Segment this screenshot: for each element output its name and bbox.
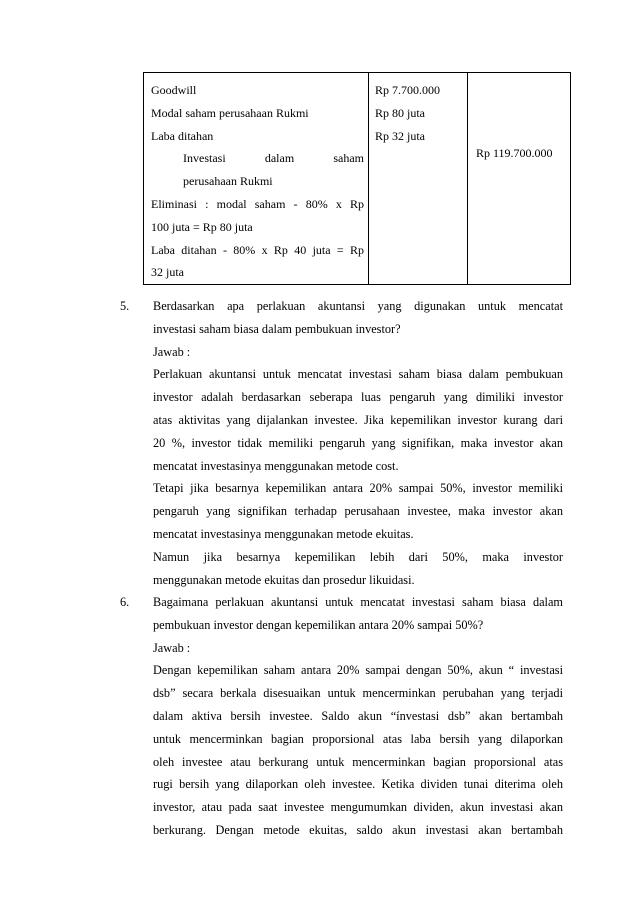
paragraph-line: berkurang. Dengan metode ekuitas, saldo akun investasi akan bertambah <box>153 822 563 837</box>
list-item-number: 5. <box>120 299 130 313</box>
paragraph-line: Dengan kepemilikan saham antara 20% sampai dengan 50%, akun “ investasi <box>153 663 563 678</box>
paragraph-line: investor adalah berdasarkan seberapa luas pengaruh yang dimiliki investor <box>153 390 563 405</box>
paragraph-line: pengaruh yang signifikan terhadap perusahaan investee, maka investor akan <box>153 504 563 519</box>
paragraph-line: mencatat investasinya menggunakan metode ekuitas. <box>153 526 414 541</box>
table-line: perusahaan Rukmi <box>183 174 273 189</box>
paragraph-line: untuk mencerminkan bagian proporsional atas laba bersih yang dilaporkan <box>153 731 563 746</box>
table-cell-debit <box>369 73 468 285</box>
table-line: 100 juta = Rp 80 juta <box>151 219 253 234</box>
paragraph-line: rugi bersih yang dilaporkan oleh investee. Ketika dividen tunai diterima oleh <box>153 777 563 792</box>
debit-value: Rp 80 juta <box>375 105 425 120</box>
journal-table <box>143 72 571 285</box>
table-line: Laba ditahan <box>151 128 214 143</box>
paragraph-line: mencatat investasinya menggunakan metode cost. <box>153 458 399 473</box>
paragraph-line: investasi saham biasa dalam pembukuan investor? <box>153 321 401 336</box>
paragraph-line: Namun jika besarnya kepemilikan lebih dari 50%, maka investor <box>153 549 563 564</box>
table-line: Investasi dalam saham <box>183 151 364 166</box>
table-cell-credit <box>468 73 571 285</box>
table-row <box>144 73 571 285</box>
credit-value: Rp 119.700.000 <box>476 146 553 160</box>
paragraph-line: Berdasarkan apa perlakuan akuntansi yang digunakan untuk mencatat <box>153 299 563 313</box>
paragraph-line: Jawab : <box>153 344 191 359</box>
paragraph-line: oleh investee atau berkurang untuk mencerminkan bagian proporsional atas <box>153 754 563 769</box>
list-item-number: 6. <box>120 595 130 609</box>
paragraph-line: dsb” secara berkala disesuaikan untuk mencerminkan perubahan yang terjadi <box>153 686 563 701</box>
paragraph-line: investor, atau pada saat investee mengumumkan dividen, akun investasi akan <box>153 800 563 815</box>
table-line: Laba ditahan - 80% x Rp 40 juta = Rp <box>151 242 364 257</box>
table-line: Modal saham perusahaan Rukmi <box>151 105 309 120</box>
paragraph-line: pembukuan investor dengan kepemilikan antara 20% sampai 50%? <box>153 617 484 632</box>
paragraph-line: menggunakan metode ekuitas dan prosedur likuidasi. <box>153 572 415 587</box>
table-line: Goodwill <box>151 83 197 97</box>
paragraph-line: dalam aktiva bersih investee. Saldo akun “ínvestasi dsb” akan bertambah <box>153 708 563 723</box>
table-line: Eliminasi : modal saham - 80% x Rp <box>151 196 364 211</box>
debit-value: Rp 32 juta <box>375 128 425 143</box>
paragraph-line: Bagaimana perlakuan akuntansi untuk mencatat investasi saham biasa dalam <box>153 595 563 609</box>
paragraph-line: 20 %, investor tidak memiliki pengaruh yang signifikan, maka investor akan <box>153 435 563 450</box>
table-line: 32 juta <box>151 265 184 280</box>
paragraph-line: atas aktivitas yang dijalankan investee. Jika kepemilikan investor kurang dari <box>153 412 563 427</box>
debit-value: Rp 7.700.000 <box>375 83 441 97</box>
paragraph-line: Tetapi jika besarnya kepemilikan antara 20% sampai 50%, investor memiliki <box>153 481 563 496</box>
paragraph-line: Perlakuan akuntansi untuk mencatat investasi saham biasa dalam pembukuan <box>153 367 563 382</box>
paragraph-line: Jawab : <box>153 640 191 655</box>
table-cell-account <box>144 73 369 285</box>
